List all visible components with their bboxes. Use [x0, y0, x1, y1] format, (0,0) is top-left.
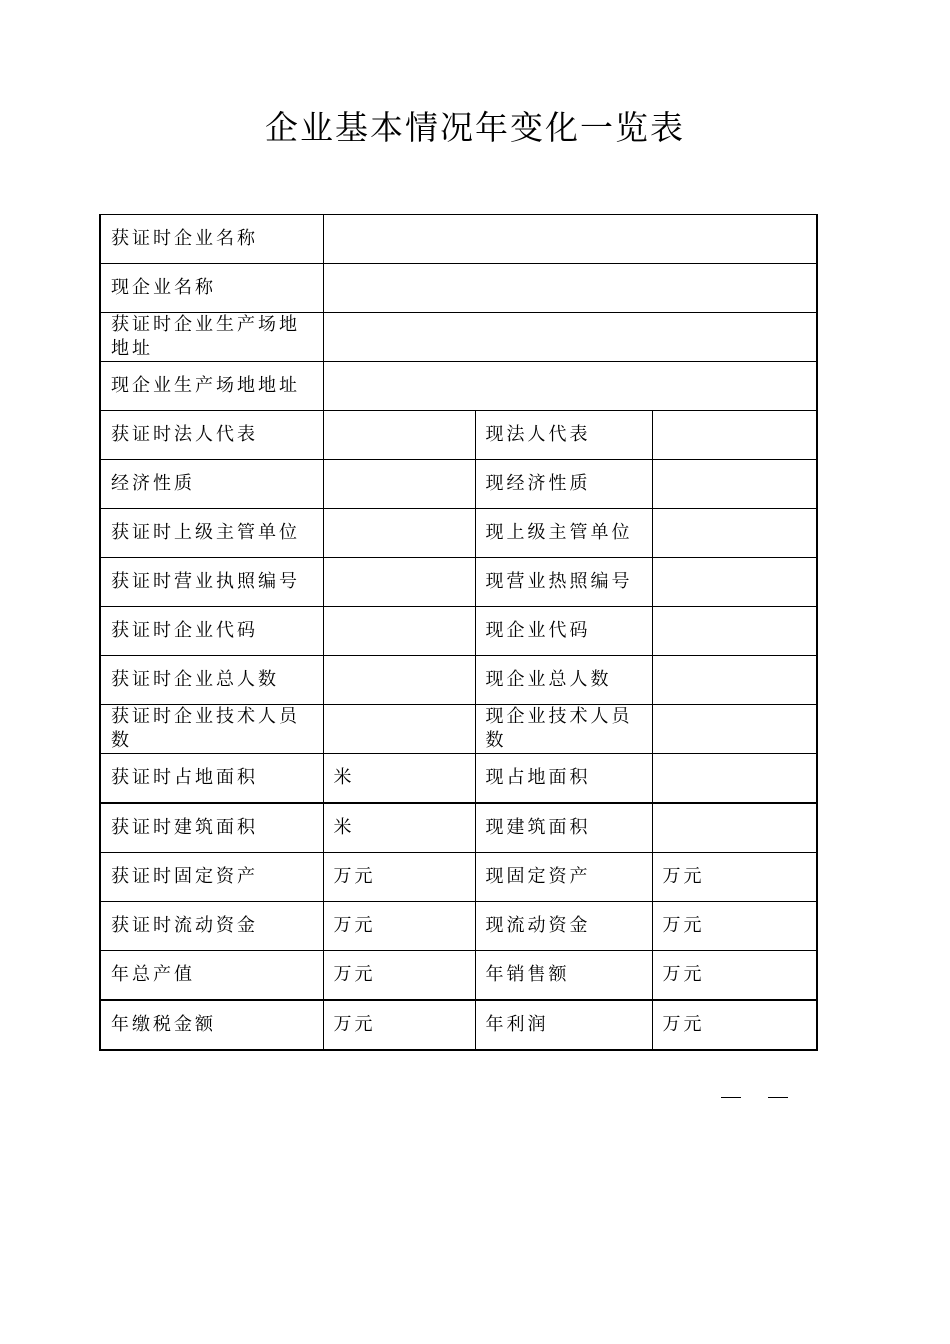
row-value-right[interactable]	[652, 656, 817, 705]
row-value-field[interactable]	[323, 264, 817, 313]
row-value-left[interactable]	[323, 705, 475, 754]
row-value-right[interactable]	[652, 705, 817, 754]
row-label-right: 年利润	[475, 1000, 652, 1050]
row-value-right[interactable]	[652, 607, 817, 656]
row-value-right[interactable]	[652, 803, 817, 853]
row-label-left: 获证时营业执照编号	[100, 558, 323, 607]
enterprise-info-table	[99, 214, 818, 1051]
row-label-left: 获证时上级主管单位	[100, 509, 323, 558]
row-label-left: 获证时企业技术人员数	[100, 705, 323, 754]
row-value-left[interactable]	[323, 607, 475, 656]
row-value-right[interactable]: 万元	[652, 853, 817, 902]
row-label-left: 获证时占地面积	[100, 754, 323, 804]
row-label-right: 现营业热照编号	[475, 558, 652, 607]
row-label: 现企业生产场地地址	[100, 362, 323, 411]
row-value-left[interactable]: 万元	[323, 853, 475, 902]
row-value-right[interactable]: 万元	[652, 951, 817, 1001]
row-label-right: 现固定资产	[475, 853, 652, 902]
table-row	[100, 853, 817, 902]
row-label-right: 现经济性质	[475, 460, 652, 509]
row-label-left: 获证时企业总人数	[100, 656, 323, 705]
row-label-left: 年缴税金额	[100, 1000, 323, 1050]
row-value-left[interactable]: 万元	[323, 1000, 475, 1050]
table-row	[100, 215, 817, 264]
row-label-right: 现法人代表	[475, 411, 652, 460]
row-label-right: 现企业代码	[475, 607, 652, 656]
row-value-field[interactable]	[323, 362, 817, 411]
row-value-left[interactable]: 万元	[323, 902, 475, 951]
row-label-right: 现企业技术人员数	[475, 705, 652, 754]
row-label-right: 现占地面积	[475, 754, 652, 804]
footer-dash-right	[768, 1097, 788, 1098]
row-label-left: 获证时法人代表	[100, 411, 323, 460]
row-value-right[interactable]	[652, 460, 817, 509]
row-label-left: 获证时企业代码	[100, 607, 323, 656]
table-row	[100, 264, 817, 313]
table-row	[100, 754, 817, 804]
row-value-left[interactable]: 米	[323, 803, 475, 853]
row-label-right: 现流动资金	[475, 902, 652, 951]
row-label: 现企业名称	[100, 264, 323, 313]
row-value-left[interactable]	[323, 411, 475, 460]
table-row	[100, 1000, 817, 1050]
table-row	[100, 951, 817, 1001]
page-title: 企业基本情况年变化一览表	[265, 108, 685, 147]
row-value-right[interactable]	[652, 754, 817, 804]
row-label-left: 经济性质	[100, 460, 323, 509]
table-row	[100, 902, 817, 951]
row-label-right: 年销售额	[475, 951, 652, 1001]
row-value-right[interactable]	[652, 509, 817, 558]
table-row	[100, 803, 817, 853]
row-value-field[interactable]	[323, 215, 817, 264]
table-row	[100, 558, 817, 607]
table-row	[100, 362, 817, 411]
table-row	[100, 460, 817, 509]
row-value-right[interactable]	[652, 558, 817, 607]
row-label: 获证时企业名称	[100, 215, 323, 264]
row-value-right[interactable]: 万元	[652, 1000, 817, 1050]
row-label-left: 年总产值	[100, 951, 323, 1001]
table-row	[100, 705, 817, 754]
row-label-left: 获证时固定资产	[100, 853, 323, 902]
row-value-left[interactable]	[323, 460, 475, 509]
row-label-left: 获证时建筑面积	[100, 803, 323, 853]
row-label-right: 现企业总人数	[475, 656, 652, 705]
row-value-left[interactable]	[323, 558, 475, 607]
row-label-right: 现建筑面积	[475, 803, 652, 853]
table-row	[100, 411, 817, 460]
row-label-left: 获证时流动资金	[100, 902, 323, 951]
row-value-left[interactable]	[323, 509, 475, 558]
row-label: 获证时企业生产场地地址	[100, 313, 323, 362]
row-value-left[interactable]	[323, 656, 475, 705]
table-row	[100, 607, 817, 656]
table-row	[100, 656, 817, 705]
row-value-field[interactable]	[323, 313, 817, 362]
table-row	[100, 509, 817, 558]
row-value-right[interactable]: 万元	[652, 902, 817, 951]
row-label-right: 现上级主管单位	[475, 509, 652, 558]
row-value-right[interactable]	[652, 411, 817, 460]
table-row	[100, 313, 817, 362]
footer-dash-left	[721, 1097, 741, 1098]
row-value-left[interactable]: 米	[323, 754, 475, 804]
row-value-left[interactable]: 万元	[323, 951, 475, 1001]
